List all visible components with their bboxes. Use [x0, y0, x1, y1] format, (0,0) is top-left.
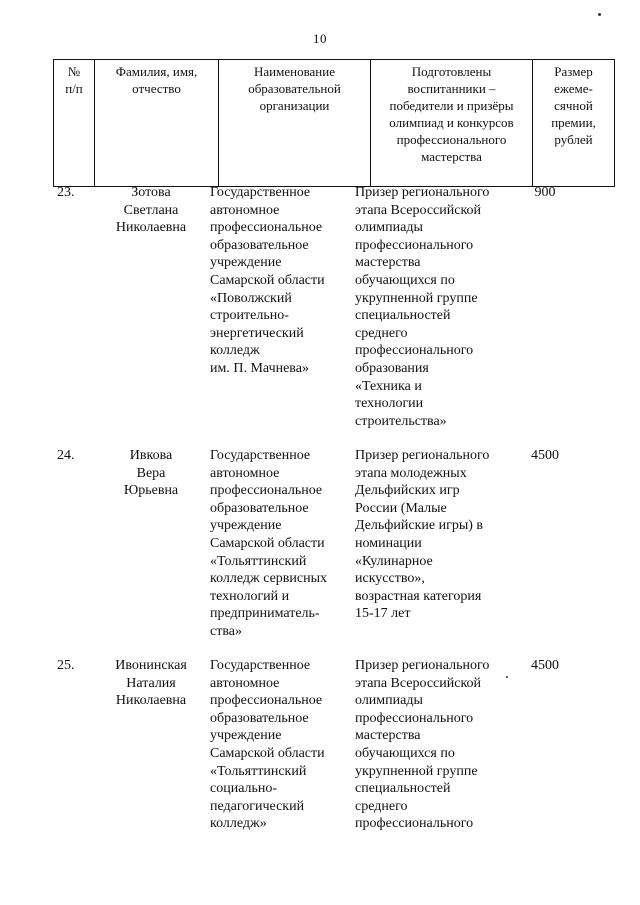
header-award-line: сячной	[554, 98, 593, 113]
header-num-line: №	[67, 64, 81, 79]
header-name-line: отчество	[132, 81, 181, 96]
award-amount: 4500	[531, 658, 559, 673]
row-number: 23.	[57, 185, 75, 200]
organization-name: Государственное автономное профессиональное образовательное учреждение Самарской области «Тольяттинский колледж сервисных технологий и предприниматель- ства»	[210, 448, 328, 639]
header-achievement-line: воспитанники –	[407, 81, 496, 96]
table-body	[53, 184, 579, 857]
header-achievement-line: победители и призёры	[389, 98, 514, 113]
header-award-cell	[533, 60, 615, 187]
header-achievement-line: мастерства	[421, 149, 482, 164]
achievement-text: Призер регионального этапа молодежных Дельфийских игр России (Малые Дельфийские игры) в номинации «Кулинарное искусство», возрастная категория 15-17 лет	[355, 448, 490, 622]
table-row	[53, 447, 579, 657]
person-name: Зотова Светлана Николаевна	[115, 185, 187, 236]
header-award-line: рублей	[554, 132, 593, 147]
header-org-cell	[219, 60, 371, 187]
header-org-line: Наименование	[254, 64, 335, 79]
header-award-line: премии,	[551, 115, 596, 130]
header-num-line: п/п	[65, 81, 83, 96]
organization-name: Государственное автономное профессиональное образовательное учреждение Самарской области «Тольяттинский социально- педагогический колледж»	[210, 658, 325, 832]
header-achievement-line: профессионального	[396, 132, 507, 147]
table-row	[53, 184, 579, 447]
achievement-text: Призер регионального этапа Всероссийской олимпиады профессионального мастерства обучающихся по укрупненной группе специальностей среднего профессионального	[355, 658, 490, 832]
header-award-line: Размер	[554, 64, 593, 79]
header-award-line: ежеме-	[554, 81, 593, 96]
row-number: 25.	[57, 658, 75, 673]
header-name-cell	[95, 60, 219, 187]
achievement-text: Призер регионального этапа Всероссийской олимпиады профессионального мастерства обучающихся по укрупненной группе специальностей среднего профессионального образования «Техника и технологии строительства»	[355, 185, 490, 429]
organization-name: Государственное автономное профессиональное образовательное учреждение Самарской области «Поволжский строительно- энергетический колледж им. П. Мачнева»	[210, 185, 325, 376]
person-name: Ивкова Вера Юрьевна	[123, 448, 179, 499]
header-num-cell	[54, 60, 95, 187]
table-row	[53, 657, 579, 857]
header-achievement-line: Подготовлены	[411, 64, 492, 79]
header-name-line: Фамилия, имя,	[115, 64, 198, 79]
award-amount: 4500	[531, 448, 559, 463]
header-org-line: образовательной	[248, 81, 341, 96]
table-header	[53, 59, 615, 187]
header-achievement-line: олимпиад и конкурсов	[389, 115, 514, 130]
page-number: 10	[313, 31, 327, 46]
award-amount: 900	[534, 185, 556, 200]
person-name: Ивонинская Наталия Николаевна	[115, 658, 187, 709]
row-number: 24.	[57, 448, 75, 463]
header-achievement-cell	[371, 60, 533, 187]
scan-speck	[598, 13, 601, 16]
header-org-line: организации	[259, 98, 330, 113]
